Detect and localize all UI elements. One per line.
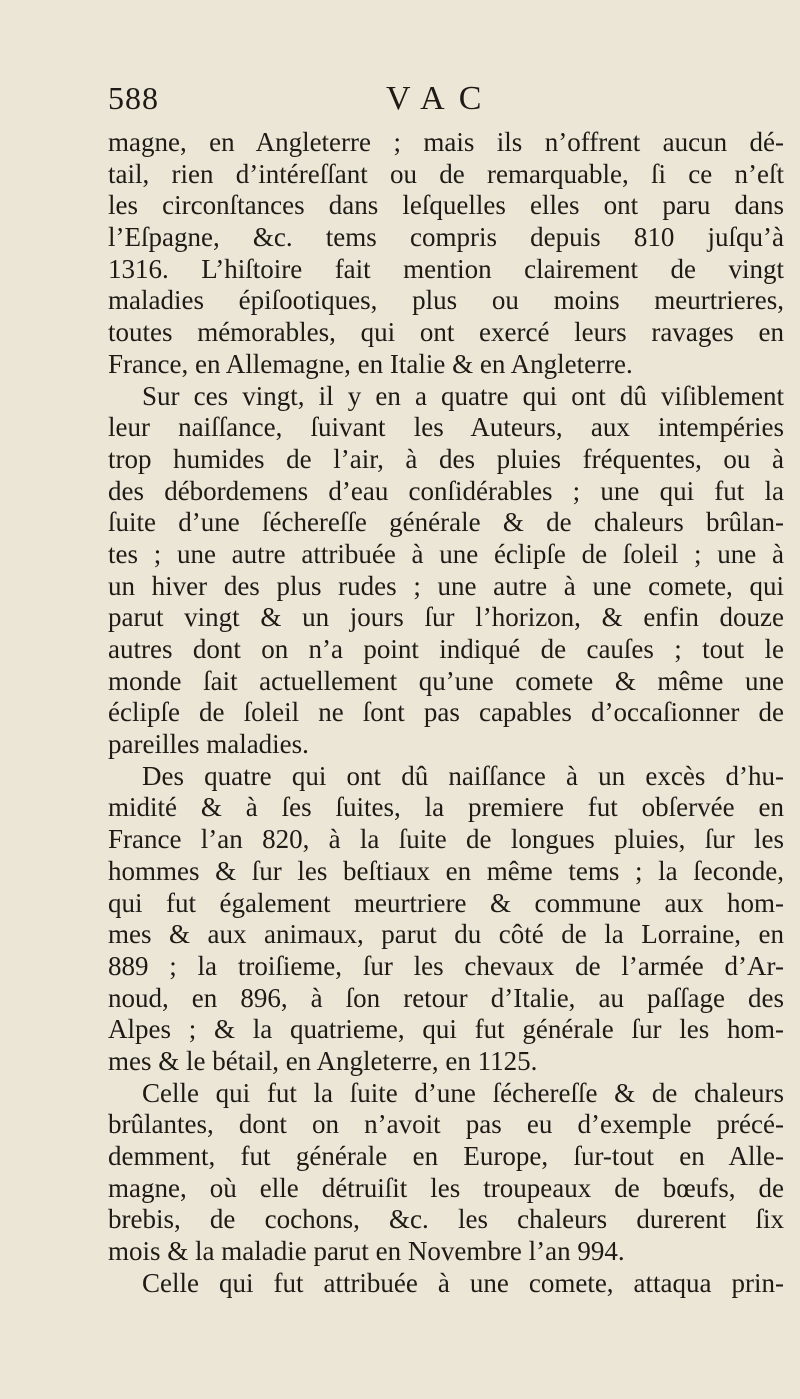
text-line: brûlantes, dont on n’avoit pas eu d’exemple précé- (108, 1109, 784, 1140)
text-line: éclipſe de ſoleil ne ſont pas capables d’occaſionner de (108, 697, 784, 728)
page-header (108, 80, 778, 120)
text-line: Sur ces vingt, il y en a quatre qui ont dû viſiblement (142, 380, 784, 411)
text-line: magne, où elle détruiſit les troupeaux de bœufs, de (108, 1172, 784, 1203)
page-number: 588 (108, 80, 159, 116)
text-line: noud, en 896, à ſon retour d’Italie, au paſſage des (108, 982, 784, 1013)
text-line: maladies épiſootiques, plus ou moins meurtrieres, (108, 285, 784, 316)
text-line: Celle qui fut attribuée à une comete, attaqua prin- (142, 1267, 784, 1298)
text-line: midité & à ſes ſuites, la premiere fut obſervée en (108, 792, 784, 823)
text-line: qui fut également meurtriere & commune aux hom- (108, 887, 784, 918)
text-line: Des quatre qui ont dû naiſſance à un excès d’hu- (142, 760, 784, 791)
text-line: brebis, de cochons, &c. les chaleurs durerent ſix (108, 1204, 784, 1235)
text-line: des débordemens d’eau conſidérables ; une qui fut la (108, 475, 784, 506)
text-body (108, 127, 784, 1299)
text-line: magne, en Angleterre ; mais ils n’offrent aucun dé- (108, 127, 784, 157)
text-line: France l’an 820, à la ſuite de longues pluies, ſur les (108, 824, 784, 855)
text-line: Alpes ; & la quatrieme, qui fut générale ſur les hom- (108, 1014, 784, 1045)
text-line: parut vingt & un jours ſur l’horizon, & enfin douze (108, 602, 784, 633)
text-line: 889 ; la troiſieme, ſur les chevaux de l’armée d’Ar- (108, 950, 784, 981)
text-line: toutes mémorables, qui ont exercé leurs ravages en (108, 317, 784, 348)
text-line: autres dont on n’a point indiqué de cauſes ; tout le (108, 634, 784, 664)
text-line: tes ; une autre attribuée à une éclipſe de ſoleil ; une à (108, 538, 784, 569)
text-line: 1316. L’hiſtoire fait mention clairement de vingt (108, 253, 784, 284)
text-line: trop humides de l’air, à des pluies fréquentes, ou à (108, 443, 784, 474)
text-line: pareilles maladies. (108, 729, 309, 760)
text-line: Celle qui fut la ſuite d’une ſéchereſſe & de chaleurs (142, 1077, 784, 1108)
running-head: VAC (386, 80, 496, 117)
text-line: leur naiſſance, ſuivant les Auteurs, aux intempéries (108, 412, 784, 443)
text-line: mes & aux animaux, parut du côté de la Lorraine, en (108, 919, 784, 950)
text-line: monde ſait actuellement qu’une comete & même une (108, 665, 784, 696)
text-line: demment, fut générale en Europe, ſur-tout en Alle- (108, 1141, 784, 1171)
text-line: mes & le bétail, en Angleterre, en 1125. (108, 1045, 538, 1076)
text-line: ſuite d’une ſéchereſſe générale & de chaleurs brûlan- (108, 507, 784, 538)
text-line: l’Eſpagne, &c. tems compris depuis 810 juſqu’à (108, 222, 784, 253)
text-line: France, en Allemagne, en Italie & en Angleterre. (108, 348, 633, 379)
text-line: tail, rien d’intéreſſant ou de remarquable, ſi ce n’eſt (108, 158, 784, 189)
text-line: mois & la maladie parut en Novembre l’an 994. (108, 1236, 625, 1267)
text-line: un hiver des plus rudes ; une autre à une comete, qui (108, 570, 784, 601)
text-line: les circonſtances dans leſquelles elles ont paru dans (108, 190, 784, 221)
text-line: hommes & ſur les beſtiaux en même tems ; la ſeconde, (108, 855, 784, 886)
